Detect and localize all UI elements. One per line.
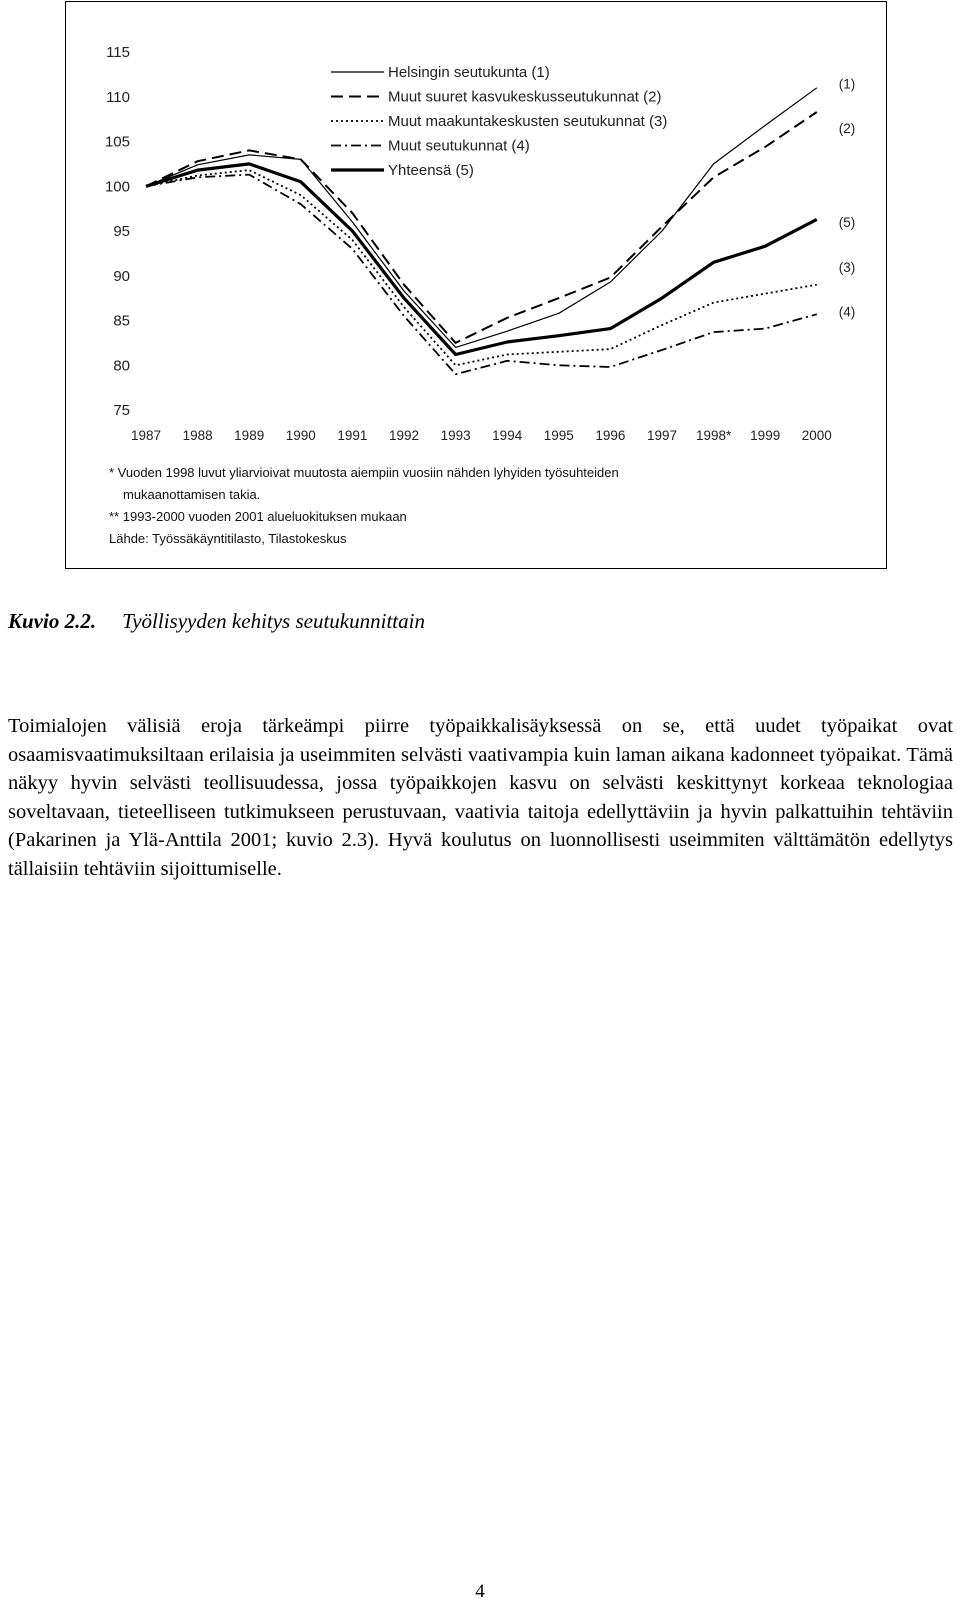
chart-frame (65, 1, 887, 569)
x-tick-label: 1995 (543, 428, 574, 443)
y-tick-label: 90 (113, 267, 130, 285)
x-tick-label: 1989 (234, 428, 265, 443)
x-tick-label: 1991 (337, 428, 368, 443)
y-tick-label: 95 (113, 223, 130, 240)
note-1-continued: mukaanottamisen takia. (123, 487, 261, 502)
y-tick-label: 75 (113, 402, 130, 419)
series-end-label: (4) (838, 304, 856, 320)
note-2: ** 1993-2000 vuoden 2001 alueluokituksen mukaan (109, 509, 407, 524)
legend-label: Muut maakuntakeskusten seutukunnat (3) (388, 113, 668, 130)
series-line-5 (146, 164, 817, 355)
y-tick-label: 100 (104, 178, 130, 196)
caption-title: Työllisyyden kehitys seutukunnittain (122, 609, 425, 633)
legend-label: Helsingin seutukunta (1) (388, 64, 550, 81)
page-number: 4 (475, 1581, 485, 1602)
x-tick-label: 1990 (285, 428, 316, 443)
x-tick-label: 2000 (801, 428, 832, 443)
series-end-label: (5) (838, 215, 856, 231)
y-tick-label: 85 (113, 312, 130, 330)
chart-notes (109, 462, 869, 550)
body-paragraph: Toimialojen välisiä eroja tärkeämpi piirre työpaikkalisäyksessä on se, että uudet työpaikat ovat osaamisvaatimuksiltaan erilaisia ja useimmiten selvästi vaativampia kuin laman aikana kadonneet työpaikat. Tämä näkyy hyvin selvästi teollisuudessa, jossa työpaikkojen kasvu on selvästi keskittynyt korkeaa teknologiaa soveltavaan, tieteelliseen tutkimukseen perustuvaan, vaativia taitoja edellyttäviin ja hyvin palkattuihin tehtäviin (Pakarinen ja Ylä-Anttila 2001; kuvio 2.3). Hyvä koulutus on luonnollisesti useimmiten välttämätön edellytys tällaisiin tehtäviin sijoittumiselle. (8, 715, 953, 880)
x-tick-label: 1988 (182, 428, 213, 443)
x-tick-label: 1994 (492, 428, 523, 443)
y-tick-label: 80 (113, 357, 130, 375)
x-tick-label: 1992 (388, 428, 420, 443)
figure-caption (8, 609, 425, 634)
x-tick-label: 1996 (595, 428, 626, 443)
legend-label: Muut suuret kasvukeskusseutukunnat (2) (388, 88, 662, 106)
series-end-label: (3) (838, 259, 856, 275)
x-tick-label: 1997 (646, 428, 678, 443)
y-tick-label: 110 (106, 88, 130, 106)
y-tick-label: 115 (106, 44, 130, 61)
x-tick-label: 1987 (130, 428, 162, 443)
legend-label: Muut seutukunnat (4) (388, 137, 530, 155)
x-tick-label: 1993 (440, 428, 471, 443)
note-1: * Vuoden 1998 luvut yliarvioivat muutosta aiempiin vuosiin nähden lyhyiden työsuhteiden (109, 465, 619, 480)
x-tick-label: 1998* (695, 428, 732, 443)
note-source: Lähde: Työssäkäyntitilasto, Tilastokeskus (109, 531, 347, 546)
y-tick-label: 105 (104, 133, 130, 151)
series-line-4 (146, 175, 817, 375)
caption-label: Kuvio 2.2. (8, 609, 97, 633)
series-end-label: (1) (838, 76, 856, 92)
series-end-label: (2) (838, 121, 856, 137)
series-line-3 (146, 170, 817, 365)
x-tick-label: 1999 (750, 428, 781, 443)
legend-label: Yhteensä (5) (388, 162, 474, 179)
